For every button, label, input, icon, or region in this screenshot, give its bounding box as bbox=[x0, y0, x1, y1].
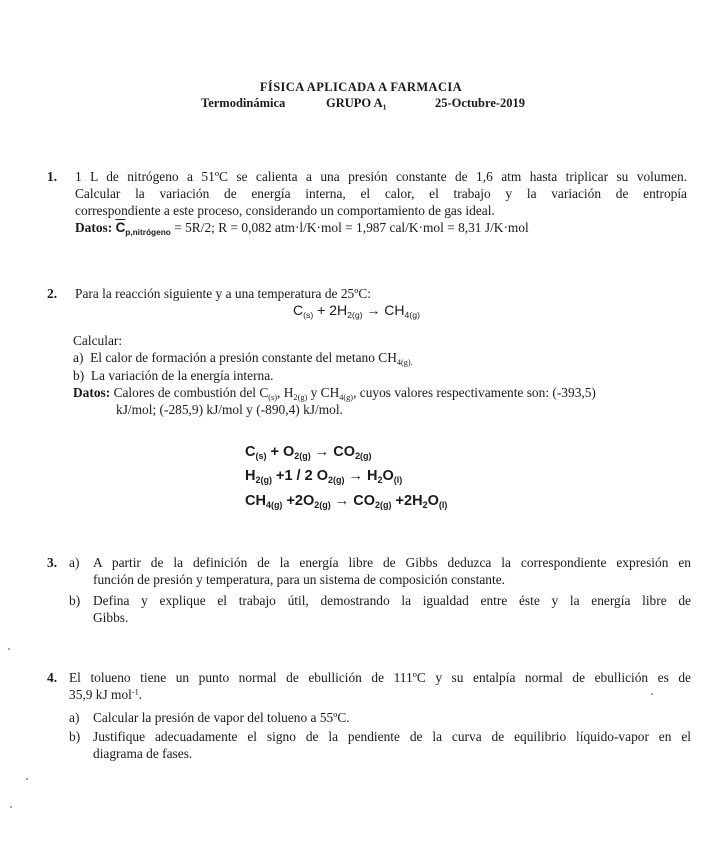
cp-subscript: p,nitrógeno bbox=[125, 227, 171, 238]
question-4-part-b: Justifique adecuadamente el signo de la pendiente de la curva de equilibrio líquido-vapor en el diagrama de fases. bbox=[93, 729, 691, 762]
question-2-part-a: a) El calor de formación a presión constante del metano $CH_{4(g).}$ bbox=[73, 350, 413, 367]
question-4-number: 4. bbox=[47, 670, 58, 685]
question-2-datos-line2: kJ/mol; (-285,9) kJ/mol y (-890,4) kJ/mol. bbox=[116, 402, 343, 417]
combustion-equation-methane: $CH_{4(g)} +2O_{2(g)} \to CO_{2(g)} +2H_2O_{(l)}$ bbox=[245, 493, 448, 511]
question-3-b-label: b) bbox=[69, 593, 81, 608]
reaction-equation: $C_{(s)} + 2H_{2(g)} \to CH_{4(g)}$ bbox=[293, 302, 420, 321]
question-1-datos bbox=[75, 219, 687, 236]
datos-values: = 5R/2; R = 0,082 atm·l/K·mol = 1,987 cal/K·mol = 8,31 J/K·mol bbox=[170, 220, 529, 236]
datos-label: Datos: bbox=[75, 220, 113, 236]
group-label: GRUPO $A_1$ bbox=[326, 96, 387, 112]
question-3-a-label: a) bbox=[69, 555, 80, 570]
cp-symbol: $\overline{C}$ bbox=[115, 220, 126, 236]
question-2-part-b: b) La variación de la energía interna. bbox=[73, 368, 274, 383]
question-2-datos: Datos: Calores de combustión del $C_{(s)}$, $H_{2(g)}$ y $CH_{4(g)}$, cuyos valores respectivamente son: (-393,5) bbox=[73, 385, 596, 402]
question-3-number: 3. bbox=[47, 555, 58, 570]
question-4-b-label: b) bbox=[69, 729, 81, 744]
scan-speck bbox=[8, 648, 10, 650]
combustion-equation-carbon: $C_{(s)} + O_{2(g)} \to CO_{2(g)}$ bbox=[245, 444, 372, 462]
question-2-number: 2. bbox=[47, 286, 58, 301]
scan-speck bbox=[10, 806, 12, 808]
combustion-equation-hydrogen: $H_{2(g)} +1 / 2$ $O_{2(g)} \to H_2O_{(l)}$ bbox=[245, 468, 403, 486]
question-1-line: correspondiente a este proceso, considerando un comportamiento de gas ideal. bbox=[75, 203, 495, 219]
question-4-a-label: a) bbox=[69, 710, 80, 725]
exam-date: 25-Octubre-2019 bbox=[435, 96, 526, 110]
page-title: FÍSICA APLICADA A FARMACIA bbox=[259, 80, 463, 94]
question-1-line: Calcular la variación de energía interna, el calor, el trabajo y la variación de entropía bbox=[75, 186, 687, 202]
question-3-part-a: A partir de la definición de la energía libre de Gibbs deduzca la correspondiente expresión en función de presión y temperatura, para un sistema de composición constante. bbox=[93, 555, 691, 588]
question-1-line: 1 L de nitrógeno a 51ºC se calienta a una presión constante de 1,6 atm hasta triplicar su volumen. bbox=[75, 169, 687, 184]
scan-speck bbox=[651, 693, 653, 695]
question-4-body: El tolueno tiene un punto normal de ebullición de 111ºC y su entalpía normal de ebullición es de 35,9 kJ mol$^{-1}$. bbox=[69, 670, 691, 703]
question-2-intro: Para la reacción siguiente y a una temperatura de 25ºC: bbox=[75, 286, 372, 301]
scan-speck bbox=[26, 778, 28, 780]
subject-label: Termodinámica bbox=[201, 96, 286, 110]
question-2-calcular: Calcular: bbox=[73, 333, 123, 348]
question-1-number: 1. bbox=[47, 169, 58, 184]
question-3-part-b: Defina y explique el trabajo útil, demostrando la igualdad entre éste y la energía libre de Gibbs. bbox=[93, 593, 691, 626]
question-1-body bbox=[75, 168, 687, 237]
question-4-part-a: Calcular la presión de vapor del tolueno a 55ºC. bbox=[93, 710, 350, 725]
